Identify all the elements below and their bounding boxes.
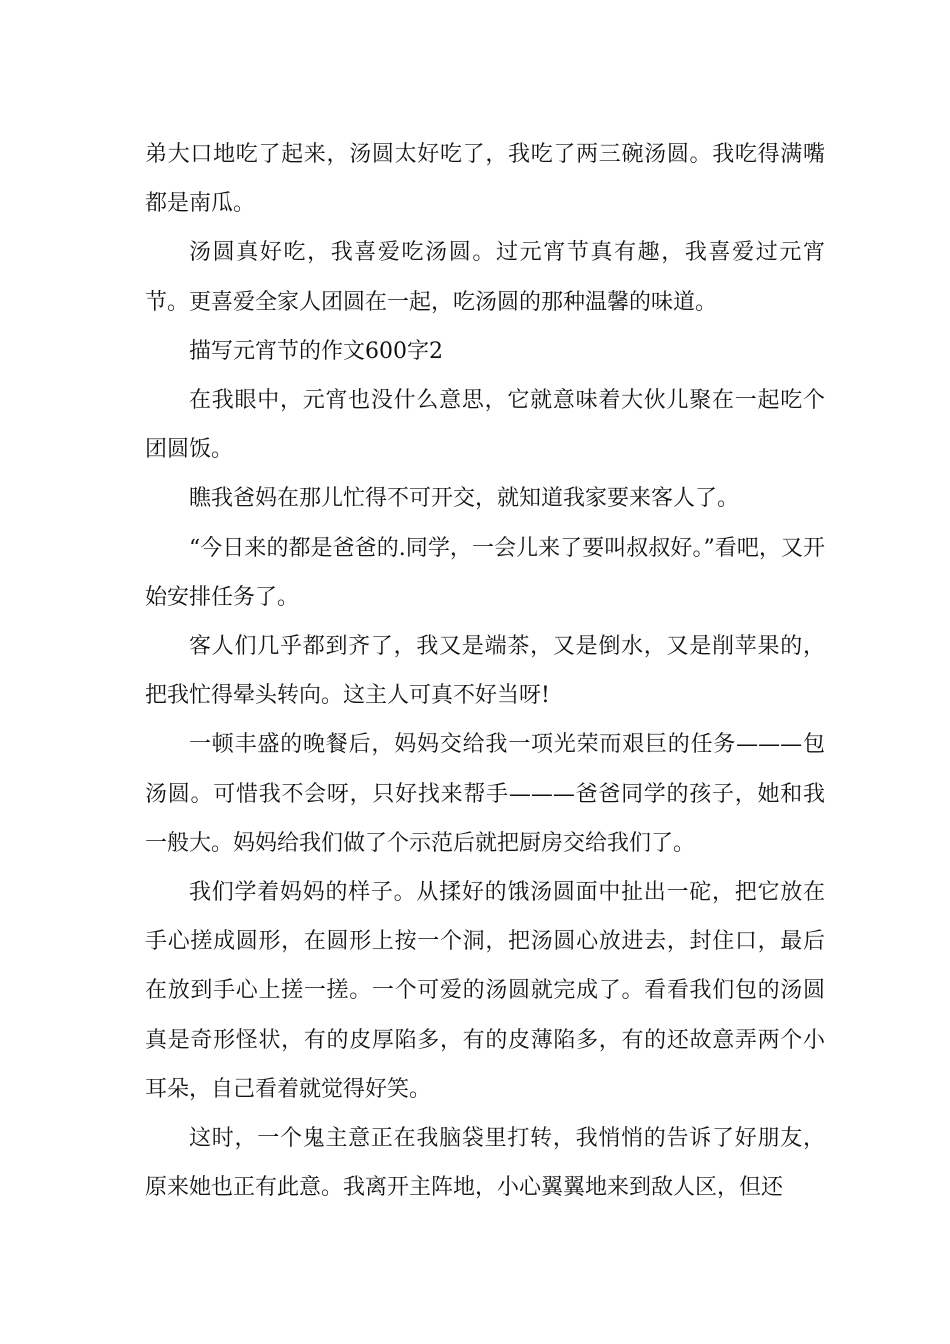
document-body [145, 130, 825, 1212]
paragraph-6: 客人们几乎都到齐了，我又是端茶，又是倒水，又是削苹果的，把我忙得晕头转向。这主人可真不好当呀! [145, 634, 825, 709]
paragraph-1: 弟大口地吃了起来，汤圆太好吃了，我吃了两三碗汤圆。我吃得满嘴都是南瓜。 [145, 142, 825, 217]
paragraph-2: 汤圆真好吃，我喜爱吃汤圆。过元宵节真有趣，我喜爱过元宵节。更喜爱全家人团圆在一起，吃汤圆的那种温馨的味道。 [145, 240, 825, 315]
paragraph-4: 瞧我爸妈在那儿忙得不可开交，就知道我家要来客人了。 [189, 486, 740, 512]
paragraph-5: “今日来的都是爸爸的.同学，一会儿来了要叫叔叔好。”看吧，又开始安排任务了。 [145, 535, 825, 610]
paragraph-8: 我们学着妈妈的样子。从揉好的饿汤圆面中扯出一砣，把它放在手心搓成圆形，在圆形上按一个洞，把汤圆心放进去，封住口，最后在放到手心上搓一搓。一个可爱的汤圆就完成了。看看我们包的汤圆真是奇形怪状，有的皮厚陷多，有的皮薄陷多，有的还故意弄两个小耳朵，自己看着就觉得好笑。 [145, 880, 825, 1102]
paragraph-3: 在我眼中，元宵也没什么意思，它就意味着大伙儿聚在一起吃个团圆饭。 [145, 388, 825, 463]
section-heading: 描写元宵节的作文600字2 [189, 338, 443, 364]
paragraph-7: 一顿丰盛的晚餐后，妈妈交给我一项光荣而艰巨的任务———包汤圆。可惜我不会呀，只好找来帮手———爸爸同学的孩子，她和我一般大。妈妈给我们做了个示范后就把厨房交给我们了。 [145, 732, 825, 856]
paragraph-9: 这时，一个鬼主意正在我脑袋里打转，我悄悄的告诉了好朋友，原来她也正有此意。我离开主阵地，小心翼翼地来到敌人区，但还 [145, 1126, 825, 1201]
